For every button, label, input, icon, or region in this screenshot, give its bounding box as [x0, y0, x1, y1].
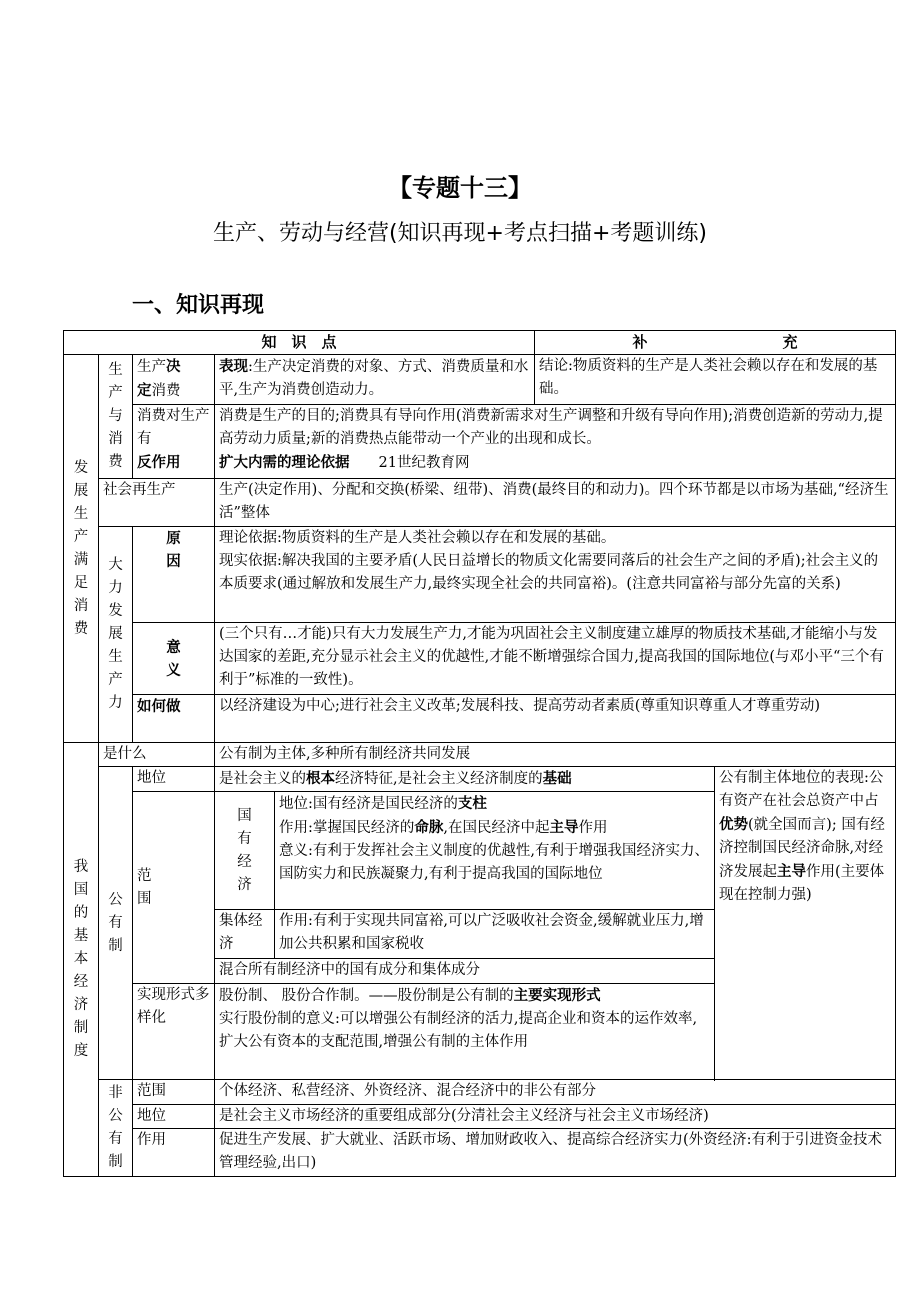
table-row — [64, 1105, 896, 1129]
consume-reacts-label: 消费对生产有 反作用 — [133, 405, 215, 479]
topic-subtitle: 生产、劳动与经营(知识再现+考点扫描+考题训练) — [212, 221, 708, 246]
what-text: 公有制为主体,多种所有制经济共同发展 — [215, 743, 896, 767]
reproduction-text: 生产(决定作用)、分配和交换(桥梁、纽带)、消费(最终目的和动力)。四个环节都是以市场为基础,“经济生活”整体 — [215, 479, 896, 527]
meaning-text: (三个只有…才能)只有大力发展生产力,才能为巩固社会主义制度建立雄厚的物质技术基础,才能缩小与发达国家的差距,充分显示社会主义的优越性,才能不断增强综合国力,提高我国的国际地位(与邓小平“三个有利于”标准的一致性)。 — [215, 623, 896, 695]
np-role-label: 作用 — [133, 1129, 215, 1177]
topic-title: 【专题十三】 — [388, 174, 532, 202]
public-label: 公有制 — [99, 767, 133, 1080]
collective-label: 集体经济 — [215, 910, 275, 959]
header-knowledge: 知 识 点 — [64, 331, 535, 355]
table-row — [64, 527, 896, 623]
table-row — [64, 1080, 896, 1105]
forms-label: 实现形式多样化 — [133, 984, 215, 1080]
table-row — [64, 1129, 896, 1177]
mixed-text: 混合所有制经济中的国有成分和集体成分 — [215, 959, 715, 984]
np-scope-text: 个体经济、私营经济、外资经济、混合经济中的非公有部分 — [215, 1080, 896, 1105]
consume-reacts-text: 消费是生产的目的;消费具有导向作用(消费新需求对生产调整和升级有导向作用);消费创造新的劳动力,提高劳动力质量;新的消费热点能带动一个产业的出现和成长。 扩大内需的理论依据 21世纪教育网 — [215, 405, 896, 479]
what-label: 是什么 — [99, 743, 215, 767]
np-scope-label: 范围 — [133, 1080, 215, 1105]
table-row — [64, 695, 896, 743]
scope-label: 范围 — [133, 792, 215, 984]
np-role-text: 促进生产发展、扩大就业、活跃市场、增加财政收入、提高综合经济实力(外资经济:有利于引进资金技术管理经验,出口) — [215, 1129, 896, 1177]
produce-decides-note: 结论:物质资料的生产是人类社会赖以存在和发展的基础。 — [535, 355, 896, 405]
np-status-text: 是社会主义市场经济的重要组成部分(分清社会主义经济与社会主义市场经济) — [215, 1105, 896, 1129]
nonpublic-label: 非公有制 — [99, 1080, 133, 1177]
reason-label: 原因 — [133, 527, 215, 623]
np-status-label: 地位 — [133, 1105, 215, 1129]
table-header-row — [64, 331, 896, 355]
reproduction-label: 社会再生产 — [99, 479, 215, 527]
pc-label: 生产与消费 — [99, 355, 133, 479]
meaning-label: 意义 — [133, 623, 215, 695]
how-label: 如何做 — [133, 695, 215, 743]
table-row — [64, 355, 896, 405]
reason-text: 理论依据:物质资料的生产是人类社会赖以存在和发展的基础。 现实依据:解决我国的主要矛盾(人民日益增长的物质文化需要同落后的社会生产之间的矛盾);社会主义的本质要求(通过解放和发展生产力,最终实现全社会的共同富裕)。(注意共同富裕与部分先富的关系) — [215, 527, 896, 623]
header-supplement: 补 充 — [535, 331, 896, 355]
table-row — [64, 479, 896, 527]
public-note: 公有制主体地位的表现:公有资产在社会总资产中占优势(就全国而言); 国有经济控制国民经济命脉,对经济发展起主导作用(主要体现在控制力强) — [715, 767, 896, 1080]
table-row — [64, 743, 896, 767]
forms-text: 股份制、 股份合作制。——股份制是公有制的主要实现形式 实行股份制的意义:可以增强公有制经济的活力,提高企业和资本的运作效率,扩大公有资本的支配范围,增强公有制的主体作用 — [215, 984, 715, 1080]
produce-decides-label: 生产决 定消费 — [133, 355, 215, 405]
public-status-label: 地位 — [133, 767, 215, 792]
collective-text: 作用:有利于实现共同富裕,可以广泛吸收社会资金,缓解就业压力,增加公共积累和国家税收 — [275, 910, 715, 959]
table-row — [64, 405, 896, 479]
produce-decides-text: 表现:生产决定消费的对象、方式、消费质量和水平,生产为消费创造动力。 — [215, 355, 535, 405]
dev-label: 发展生产满足消费 — [64, 355, 99, 743]
table-row — [64, 623, 896, 695]
how-text: 以经济建设为中心;进行社会主义改革;发展科技、提高劳动者素质(尊重知识尊重人才尊重劳动) — [215, 695, 896, 743]
big-dev-label: 大力发展生产力 — [99, 527, 133, 743]
state-econ-label: 国有经济 — [215, 792, 275, 910]
knowledge-table — [63, 330, 896, 1177]
table-row — [64, 767, 896, 792]
public-status-text: 是社会主义的根本经济特征,是社会主义经济制度的基础 — [215, 767, 715, 792]
section-heading: 一、知识再现 — [132, 293, 265, 318]
state-econ-text: 地位:国有经济是国民经济的支柱 作用:掌握国民经济的命脉,在国民经济中起主导作用 意义:有利于发挥社会主义制度的优越性,有利于增强我国经济实力、国防实力和民族凝聚力,有利于提高我国的国际地位 — [275, 792, 715, 910]
basic-label: 我国的基本经济制度 — [64, 743, 99, 1177]
